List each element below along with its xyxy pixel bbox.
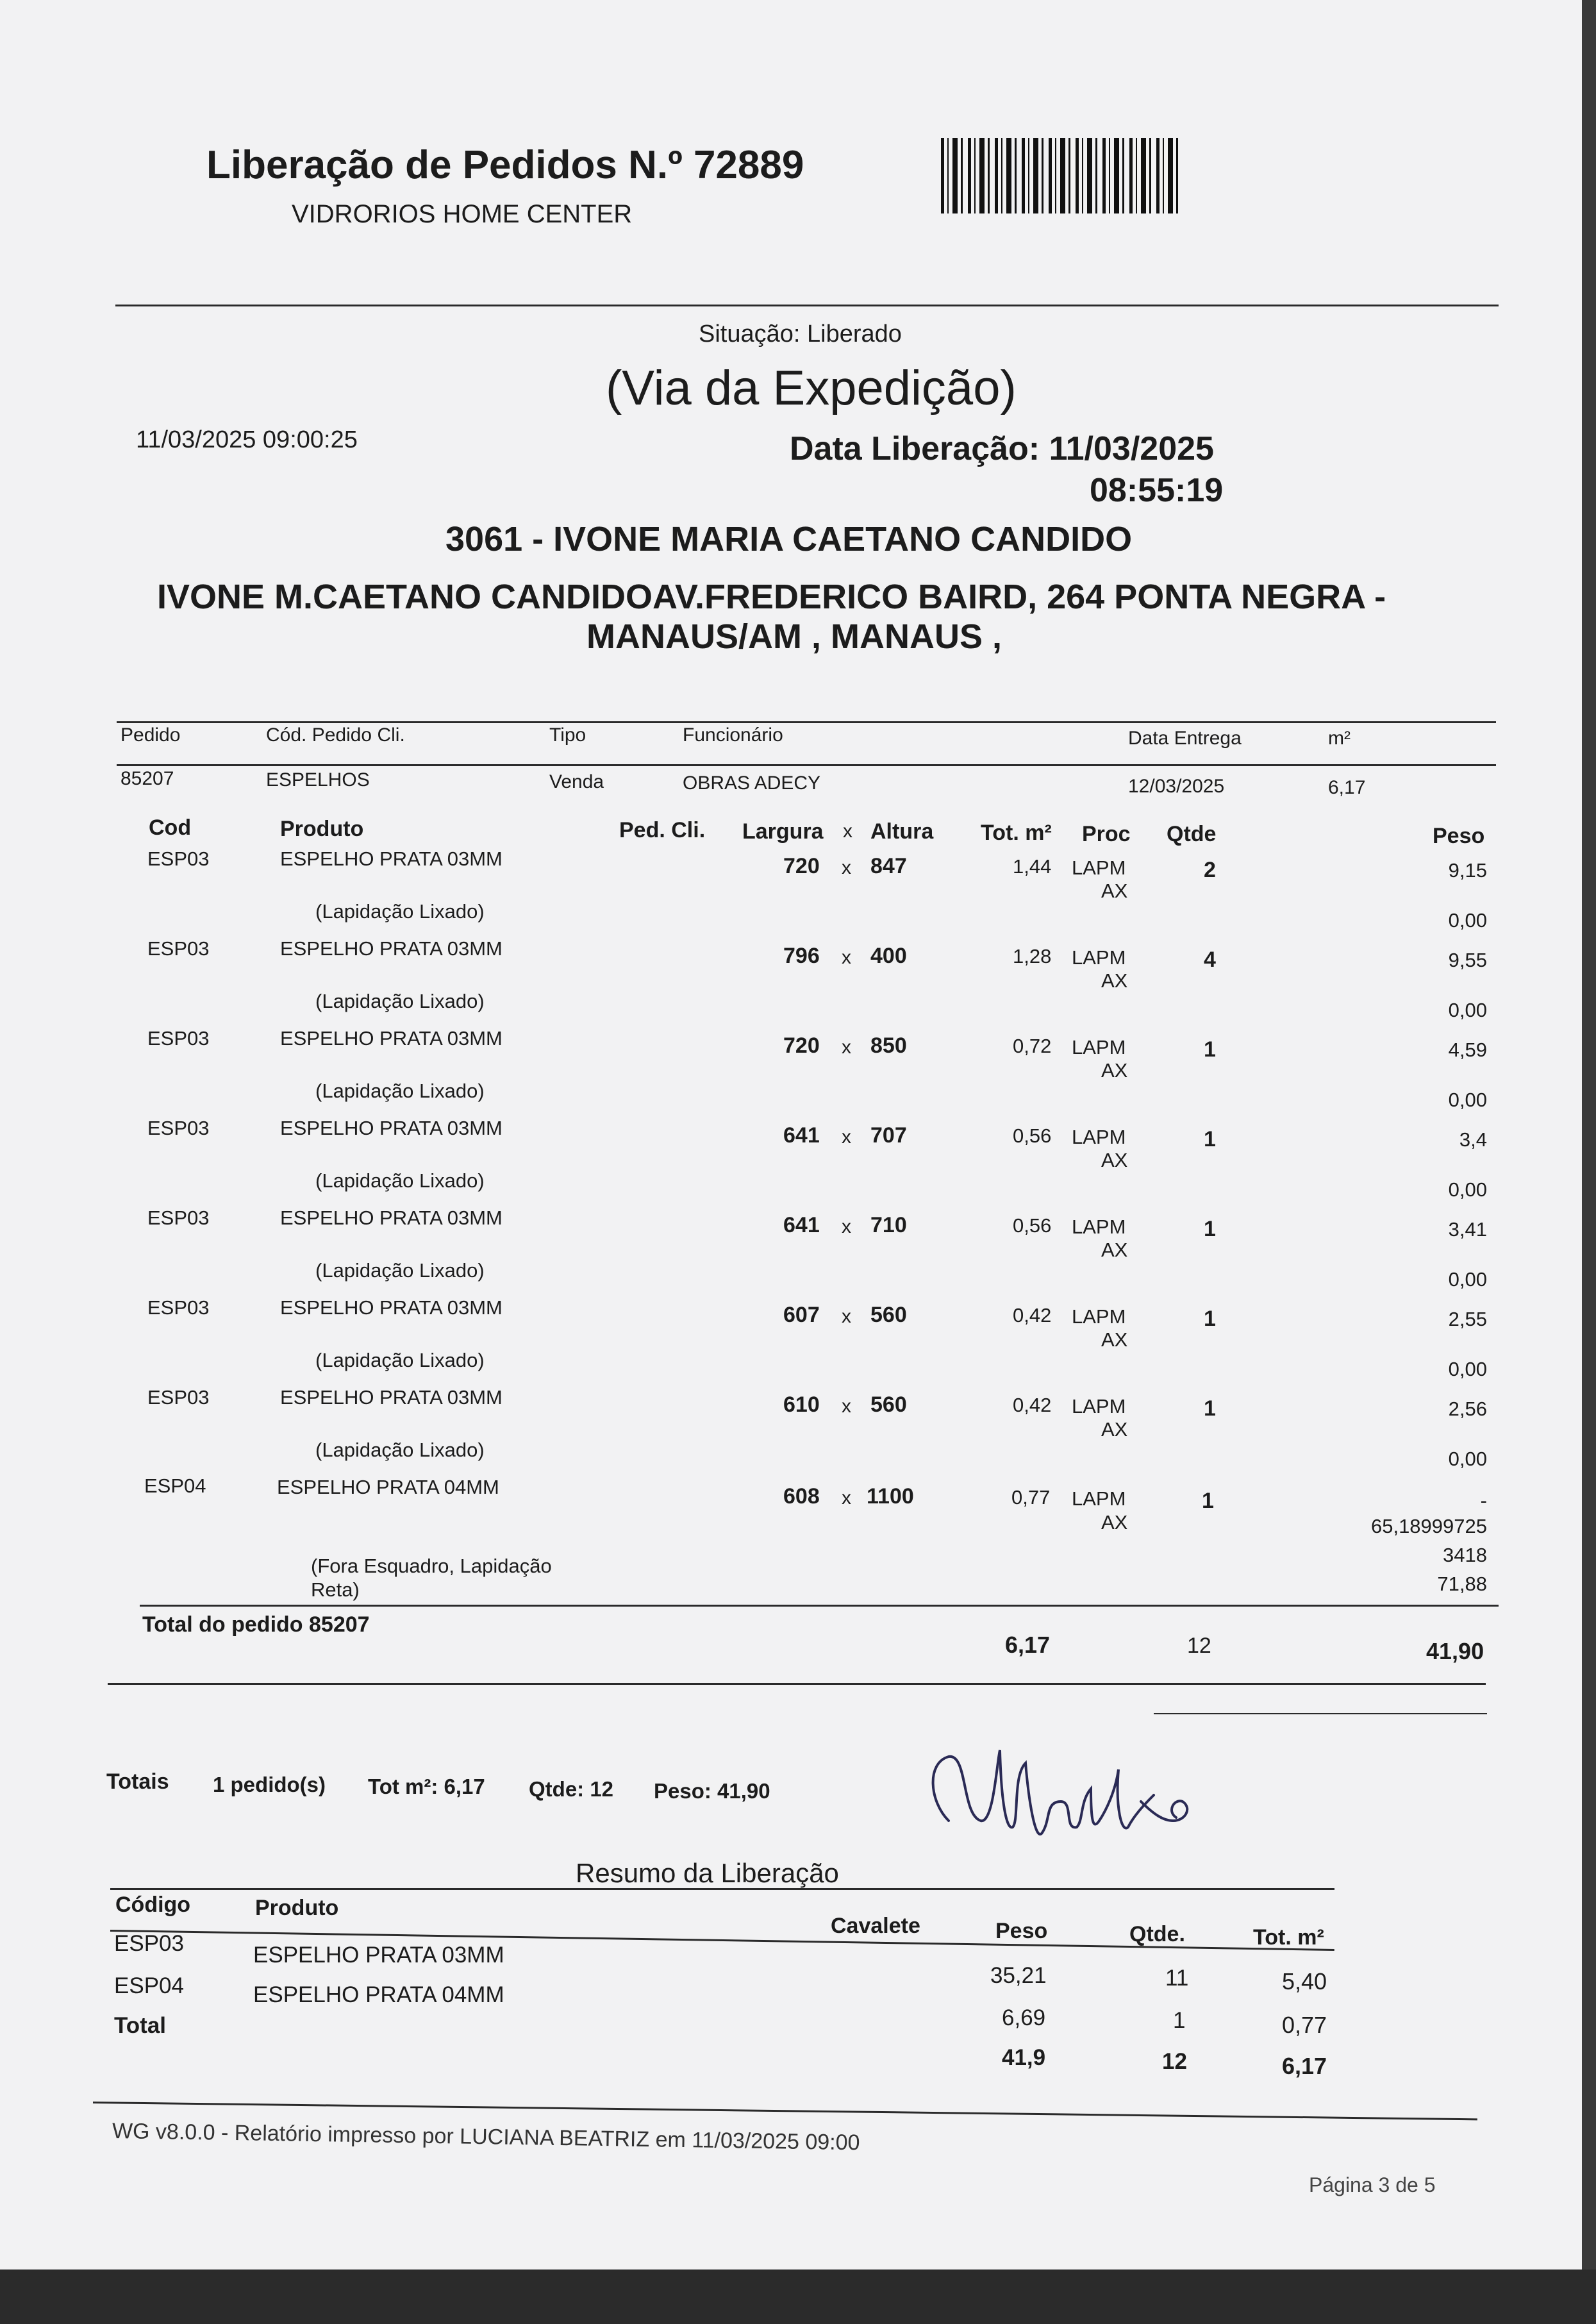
item-proc-2: AX [1101, 1239, 1128, 1261]
order-table-mid-rule [117, 764, 1496, 766]
item-proc: LAPM [1072, 1395, 1126, 1417]
item-proc: LAPM [1072, 1305, 1126, 1328]
item-qtde: 1 [1204, 1217, 1216, 1241]
order-header-m2: m² [1328, 728, 1351, 749]
order-total-m2: 6,17 [1005, 1632, 1051, 1658]
items-header-cod: Cod [149, 815, 192, 840]
summary-total-qtde: 12 [1162, 2049, 1187, 2074]
order-pedido: 85207 [121, 768, 174, 789]
item-altura: 1100 [867, 1484, 914, 1509]
item-proc-2: AX [1101, 1059, 1128, 1082]
section-divider [108, 1683, 1486, 1685]
item-tot-m2: 0,72 [1013, 1035, 1052, 1057]
summary-tot-m2: 5,40 [1282, 1968, 1327, 1994]
item-note: (Lapidação Lixado) [315, 1349, 485, 1371]
item-proc: LAPM [1072, 946, 1126, 969]
item-qtde: 4 [1204, 948, 1216, 972]
items-header-altura: Altura [870, 819, 934, 844]
header-divider [115, 305, 1499, 306]
item-x: x [842, 1487, 851, 1509]
summary-produto: ESPELHO PRATA 04MM [253, 1982, 504, 2007]
items-header-qtde: Qtde [1167, 822, 1217, 846]
item-largura: 610 [783, 1392, 820, 1417]
order-header-pedido: Pedido [121, 724, 181, 746]
item-tot-m2: 0,77 [1011, 1486, 1051, 1509]
item-tot-m2: 0,56 [1013, 1214, 1052, 1237]
item-largura: 608 [783, 1484, 820, 1509]
item-proc-2: AX [1101, 1418, 1128, 1441]
summary-codigo: ESP04 [114, 1973, 184, 1998]
items-header-produto: Produto [280, 817, 364, 841]
item-qtde: 1 [1204, 1037, 1216, 1062]
item-cod: ESP04 [144, 1475, 206, 1497]
items-header-proc: Proc [1082, 822, 1131, 846]
items-header-tot-m2: Tot. m² [981, 821, 1052, 845]
item-altura: 710 [870, 1213, 907, 1237]
summary-header-qtde: Qtde. [1129, 1922, 1185, 1946]
item-proc-2: AX [1101, 1149, 1128, 1171]
order-table-top-rule [117, 721, 1496, 723]
totals-label: Totais [106, 1769, 169, 1794]
item-altura: 400 [870, 944, 907, 968]
item-note: (Lapidação Lixado) [315, 1259, 485, 1282]
summary-tot-m2: 0,77 [1282, 2012, 1327, 2038]
summary-title: Resumo da Liberação [576, 1858, 839, 1888]
item-peso: 9,15 [1448, 859, 1487, 882]
item-largura: 607 [783, 1303, 820, 1327]
items-header-peso: Peso [1433, 824, 1485, 848]
via-label: (Via da Expedição) [606, 361, 1017, 415]
item-qtde: 1 [1202, 1489, 1214, 1513]
totals-pedidos: 1 pedido(s) [213, 1773, 326, 1796]
item-produto: ESPELHO PRATA 04MM [277, 1476, 499, 1498]
item-largura: 641 [783, 1123, 820, 1148]
item-note-peso: 0,00 [1448, 1448, 1487, 1470]
summary-codigo: ESP03 [114, 1931, 184, 1956]
item-cod: ESP03 [147, 1027, 210, 1049]
item-note-line2: Reta) [311, 1578, 360, 1601]
summary-header-produto: Produto [255, 1896, 339, 1920]
item-cod: ESP03 [147, 937, 210, 960]
order-header-cod-cli: Cód. Pedido Cli. [266, 724, 405, 746]
footer-rule [93, 2102, 1477, 2120]
item-proc-2: AX [1101, 880, 1128, 902]
item-x: x [842, 1126, 851, 1148]
customer-address-line1: IVONE M.CAETANO CANDIDOAV.FREDERICO BAIRD, 264 PONTA NEGRA - [157, 578, 1386, 616]
item-tot-m2: 0,42 [1013, 1304, 1052, 1326]
item-cod: ESP03 [147, 1386, 210, 1409]
item-produto: ESPELHO PRATA 03MM [280, 1386, 503, 1409]
item-proc: LAPM [1072, 1487, 1126, 1510]
item-note-peso: 0,00 [1448, 1089, 1487, 1111]
item-proc: LAPM [1072, 1126, 1126, 1148]
item-x: x [842, 947, 851, 968]
summary-total-label: Total [114, 2013, 167, 2038]
items-header-largura: Largura [742, 819, 824, 844]
item-proc-2: AX [1101, 969, 1128, 992]
summary-qtde: 11 [1165, 1966, 1189, 1991]
summary-total-tot-m2: 6,17 [1282, 2053, 1327, 2079]
summary-header-cavalete: Cavalete [831, 1914, 920, 1938]
item-note-peso: 0,00 [1448, 1268, 1487, 1291]
item-peso: 9,55 [1448, 949, 1487, 971]
order-m2: 6,17 [1328, 777, 1366, 798]
item-note: (Lapidação Lixado) [315, 990, 485, 1012]
order-tipo: Venda [549, 771, 604, 792]
item-proc-2: AX [1101, 1328, 1128, 1351]
item-x: x [842, 1396, 851, 1417]
item-x: x [842, 1306, 851, 1327]
item-altura: 560 [870, 1303, 907, 1327]
totals-qtde: Qtde: 12 [529, 1777, 614, 1801]
item-note-peso: 0,00 [1448, 909, 1487, 932]
item-note: (Lapidação Lixado) [315, 1439, 485, 1461]
order-cod-cli: ESPELHOS [266, 769, 370, 790]
item-largura: 720 [783, 854, 820, 878]
item-peso-line1: 65,18999725 [1370, 1515, 1487, 1537]
item-peso: 3,41 [1448, 1218, 1487, 1241]
release-date: Data Liberação: 11/03/2025 [790, 430, 1214, 467]
item-altura: 707 [870, 1123, 907, 1148]
item-altura: 847 [870, 854, 907, 878]
item-note-peso: 0,00 [1448, 1178, 1487, 1201]
item-cod: ESP03 [147, 1296, 210, 1319]
item-peso-line3: 71,88 [1437, 1573, 1487, 1595]
printed-datetime: 11/03/2025 09:00:25 [136, 426, 358, 453]
item-largura: 641 [783, 1213, 820, 1237]
item-tot-m2: 0,56 [1013, 1124, 1052, 1147]
item-produto: ESPELHO PRATA 03MM [280, 1207, 503, 1229]
item-produto: ESPELHO PRATA 03MM [280, 848, 503, 870]
summary-produto: ESPELHO PRATA 03MM [253, 1943, 504, 1968]
section-divider-2 [1154, 1713, 1487, 1714]
totals-tot-m2: Tot m²: 6,17 [368, 1775, 485, 1798]
order-funcionario: OBRAS ADECY [683, 773, 821, 794]
order-total-label: Total do pedido 85207 [142, 1612, 370, 1637]
item-qtde: 1 [1204, 1396, 1216, 1421]
item-x: x [842, 1037, 851, 1058]
scan-border [0, 2270, 1596, 2324]
item-x: x [842, 857, 851, 878]
item-peso: 2,56 [1448, 1398, 1487, 1420]
company-name: VIDRORIOS HOME CENTER [292, 200, 633, 228]
order-header-data-entrega: Data Entrega [1128, 728, 1242, 749]
order-total-qtde: 12 [1187, 1634, 1211, 1658]
order-data-entrega: 12/03/2025 [1128, 776, 1225, 797]
item-altura: 560 [870, 1392, 907, 1417]
order-total-rule [140, 1605, 1499, 1607]
barcode [941, 138, 1179, 213]
item-peso: 2,55 [1448, 1308, 1487, 1330]
item-peso: 4,59 [1448, 1039, 1487, 1061]
footer-printed-by: WG v8.0.0 - Relatório impresso por LUCIANA BEATRIZ em 11/03/2025 09:00 [112, 2119, 860, 2155]
item-tot-m2: 1,28 [1013, 945, 1052, 967]
customer-name: 3061 - IVONE MARIA CAETANO CANDIDO [445, 520, 1133, 558]
item-produto: ESPELHO PRATA 03MM [280, 1027, 503, 1049]
item-cod: ESP03 [147, 1207, 210, 1229]
item-proc-2: AX [1101, 1511, 1128, 1534]
item-note-line1: (Fora Esquadro, Lapidação [311, 1555, 552, 1577]
item-largura: 720 [783, 1033, 820, 1058]
item-note: (Lapidação Lixado) [315, 1080, 485, 1102]
item-qtde: 1 [1204, 1307, 1216, 1331]
item-largura: 796 [783, 944, 820, 968]
item-tot-m2: 1,44 [1013, 855, 1052, 878]
order-header-funcionario: Funcionário [683, 724, 783, 746]
item-note-peso: 0,00 [1448, 1358, 1487, 1380]
item-proc: LAPM [1072, 1216, 1126, 1238]
customer-address-line2: MANAUS/AM , MANAUS , [586, 617, 1002, 656]
items-header-ped-cli: Ped. Cli. [619, 818, 706, 842]
handwritten-signature [923, 1725, 1205, 1891]
totals-peso: Peso: 41,90 [654, 1779, 770, 1803]
item-altura: 850 [870, 1033, 907, 1058]
items-header-x: x [843, 821, 852, 842]
summary-peso: 35,21 [990, 1963, 1047, 1988]
item-peso-dash: - [1480, 1489, 1487, 1512]
summary-header-codigo: Código [115, 1893, 191, 1917]
summary-qtde: 1 [1173, 2008, 1186, 2033]
item-qtde: 2 [1204, 858, 1216, 882]
item-qtde: 1 [1204, 1127, 1216, 1151]
item-note: (Lapidação Lixado) [315, 1169, 485, 1192]
item-produto: ESPELHO PRATA 03MM [280, 1296, 503, 1319]
summary-peso: 6,69 [1002, 2005, 1046, 2030]
item-proc: LAPM [1072, 1036, 1126, 1058]
item-peso: 3,4 [1459, 1128, 1487, 1151]
item-produto: ESPELHO PRATA 03MM [280, 1117, 503, 1139]
summary-header-peso: Peso [995, 1919, 1048, 1943]
summary-header-tot-m2: Tot. m² [1253, 1925, 1324, 1950]
item-cod: ESP03 [147, 848, 210, 870]
order-total-peso: 41,90 [1426, 1638, 1484, 1664]
footer-page-number: Página 3 de 5 [1309, 2173, 1436, 2196]
item-note-peso: 0,00 [1448, 999, 1487, 1021]
item-note: (Lapidação Lixado) [315, 900, 485, 923]
document-title: Liberação de Pedidos N.º 72889 [206, 143, 804, 187]
summary-top-rule [110, 1888, 1334, 1890]
item-peso-line2: 3418 [1443, 1544, 1487, 1566]
release-time: 08:55:19 [1090, 472, 1224, 509]
item-produto: ESPELHO PRATA 03MM [280, 937, 503, 960]
item-proc: LAPM [1072, 857, 1126, 879]
situation-label: Situação: Liberado [699, 321, 902, 347]
summary-total-peso: 41,9 [1002, 2045, 1046, 2070]
item-cod: ESP03 [147, 1117, 210, 1139]
item-tot-m2: 0,42 [1013, 1394, 1052, 1416]
item-x: x [842, 1216, 851, 1237]
order-header-tipo: Tipo [549, 724, 586, 746]
